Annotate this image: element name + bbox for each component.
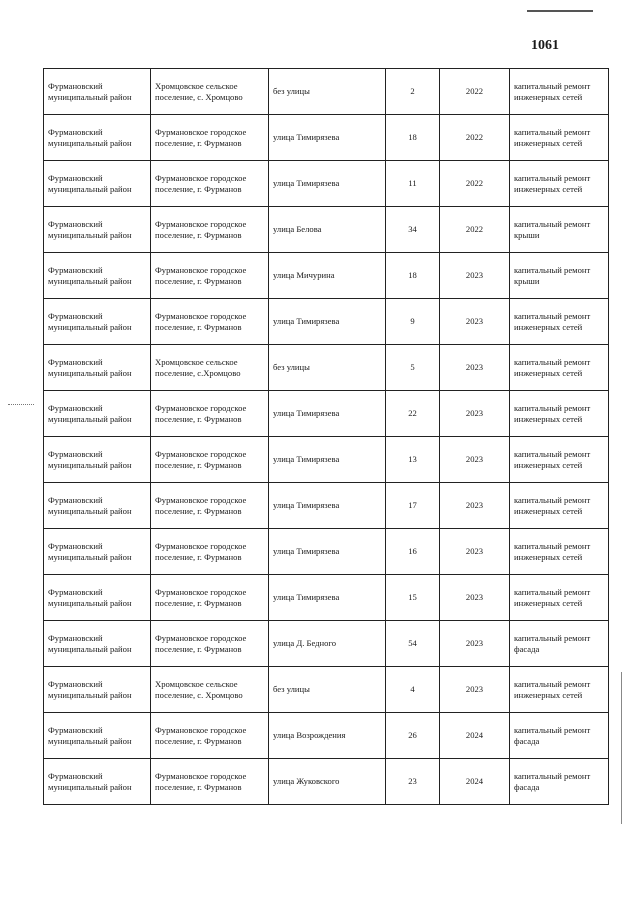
settlement-cell: Фурмановское городское поселение, г. Фурманов (151, 437, 269, 483)
work-type-cell: капитальный ремонт инженерных сетей (510, 483, 609, 529)
year-cell: 2024 (440, 759, 510, 805)
settlement-cell: Фурмановское городское поселение, г. Фурманов (151, 253, 269, 299)
table-row (44, 115, 609, 161)
district-cell: Фурмановский муниципальный район (44, 161, 151, 207)
work-type-cell: капитальный ремонт инженерных сетей (510, 345, 609, 391)
table-row (44, 69, 609, 115)
settlement-cell: Хромцовское сельское поселение, с.Хромцово (151, 345, 269, 391)
work-type-cell: капитальный ремонт инженерных сетей (510, 299, 609, 345)
year-cell: 2023 (440, 529, 510, 575)
table-row (44, 575, 609, 621)
house-number-cell: 18 (386, 115, 440, 161)
house-number-cell: 17 (386, 483, 440, 529)
house-number-cell: 2 (386, 69, 440, 115)
street-cell: улица Тимирязева (269, 529, 386, 575)
settlement-cell: Фурмановское городское поселение, г. Фурманов (151, 115, 269, 161)
table-row (44, 207, 609, 253)
settlement-cell: Хромцовское сельское поселение, с. Хромцово (151, 667, 269, 713)
table-row (44, 253, 609, 299)
house-number-cell: 9 (386, 299, 440, 345)
margin-mark (8, 404, 34, 405)
district-cell: Фурмановский муниципальный район (44, 115, 151, 161)
house-number-cell: 22 (386, 391, 440, 437)
table-row (44, 621, 609, 667)
district-cell: Фурмановский муниципальный район (44, 483, 151, 529)
district-cell: Фурмановский муниципальный район (44, 529, 151, 575)
house-number-cell: 11 (386, 161, 440, 207)
table-row (44, 299, 609, 345)
district-cell: Фурмановский муниципальный район (44, 575, 151, 621)
street-cell: улица Тимирязева (269, 575, 386, 621)
district-cell: Фурмановский муниципальный район (44, 345, 151, 391)
work-type-cell: капитальный ремонт инженерных сетей (510, 115, 609, 161)
work-type-cell: капитальный ремонт фасада (510, 621, 609, 667)
settlement-cell: Фурмановское городское поселение, г. Фурманов (151, 483, 269, 529)
street-cell: без улицы (269, 345, 386, 391)
work-type-cell: капитальный ремонт инженерных сетей (510, 69, 609, 115)
work-type-cell: капитальный ремонт инженерных сетей (510, 391, 609, 437)
settlement-cell: Фурмановское городское поселение, г. Фурманов (151, 759, 269, 805)
work-type-cell: капитальный ремонт крыши (510, 207, 609, 253)
street-cell: улица Тимирязева (269, 161, 386, 207)
street-cell: улица Возрождения (269, 713, 386, 759)
street-cell: улица Тимирязева (269, 115, 386, 161)
page-number: 1061 (531, 38, 559, 53)
house-number-cell: 13 (386, 437, 440, 483)
house-number-cell: 16 (386, 529, 440, 575)
year-cell: 2023 (440, 299, 510, 345)
year-cell: 2023 (440, 391, 510, 437)
settlement-cell: Фурмановское городское поселение, г. Фурманов (151, 713, 269, 759)
settlement-cell: Фурмановское городское поселение, г. Фурманов (151, 299, 269, 345)
year-cell: 2023 (440, 345, 510, 391)
settlement-cell: Фурмановское городское поселение, г. Фурманов (151, 207, 269, 253)
table-row (44, 667, 609, 713)
year-cell: 2023 (440, 621, 510, 667)
district-cell: Фурмановский муниципальный район (44, 253, 151, 299)
year-cell: 2023 (440, 667, 510, 713)
district-cell: Фурмановский муниципальный район (44, 391, 151, 437)
settlement-cell: Хромцовское сельское поселение, с. Хромцово (151, 69, 269, 115)
year-cell: 2022 (440, 161, 510, 207)
house-number-cell: 23 (386, 759, 440, 805)
street-cell: улица Жуковского (269, 759, 386, 805)
street-cell: улица Тимирязева (269, 299, 386, 345)
settlement-cell: Фурмановское городское поселение, г. Фурманов (151, 161, 269, 207)
street-cell: улица Белова (269, 207, 386, 253)
house-number-cell: 34 (386, 207, 440, 253)
table-row (44, 483, 609, 529)
house-number-cell: 5 (386, 345, 440, 391)
registry-table (43, 68, 609, 805)
work-type-cell: капитальный ремонт инженерных сетей (510, 667, 609, 713)
district-cell: Фурмановский муниципальный район (44, 207, 151, 253)
work-type-cell: капитальный ремонт крыши (510, 253, 609, 299)
street-cell: без улицы (269, 69, 386, 115)
street-cell: улица Тимирязева (269, 437, 386, 483)
table-row (44, 759, 609, 805)
year-cell: 2023 (440, 437, 510, 483)
year-cell: 2022 (440, 207, 510, 253)
work-type-cell: капитальный ремонт фасада (510, 759, 609, 805)
house-number-cell: 15 (386, 575, 440, 621)
top-rule (527, 10, 593, 12)
street-cell: улица Мичурина (269, 253, 386, 299)
district-cell: Фурмановский муниципальный район (44, 437, 151, 483)
table-row (44, 345, 609, 391)
work-type-cell: капитальный ремонт инженерных сетей (510, 161, 609, 207)
settlement-cell: Фурмановское городское поселение, г. Фурманов (151, 391, 269, 437)
district-cell: Фурмановский муниципальный район (44, 713, 151, 759)
work-type-cell: капитальный ремонт инженерных сетей (510, 575, 609, 621)
house-number-cell: 18 (386, 253, 440, 299)
work-type-cell: капитальный ремонт инженерных сетей (510, 437, 609, 483)
street-cell: улица Д. Бедного (269, 621, 386, 667)
registry-table-body (44, 69, 609, 805)
table-row (44, 161, 609, 207)
table-row (44, 529, 609, 575)
year-cell: 2023 (440, 253, 510, 299)
scan-edge-line (621, 672, 622, 824)
settlement-cell: Фурмановское городское поселение, г. Фурманов (151, 529, 269, 575)
street-cell: без улицы (269, 667, 386, 713)
district-cell: Фурмановский муниципальный район (44, 299, 151, 345)
work-type-cell: капитальный ремонт инженерных сетей (510, 529, 609, 575)
district-cell: Фурмановский муниципальный район (44, 69, 151, 115)
house-number-cell: 54 (386, 621, 440, 667)
house-number-cell: 26 (386, 713, 440, 759)
year-cell: 2023 (440, 483, 510, 529)
table-row (44, 437, 609, 483)
year-cell: 2022 (440, 115, 510, 161)
year-cell: 2022 (440, 69, 510, 115)
district-cell: Фурмановский муниципальный район (44, 759, 151, 805)
table-row (44, 713, 609, 759)
street-cell: улица Тимирязева (269, 391, 386, 437)
house-number-cell: 4 (386, 667, 440, 713)
settlement-cell: Фурмановское городское поселение, г. Фурманов (151, 575, 269, 621)
settlement-cell: Фурмановское городское поселение, г. Фурманов (151, 621, 269, 667)
work-type-cell: капитальный ремонт фасада (510, 713, 609, 759)
district-cell: Фурмановский муниципальный район (44, 621, 151, 667)
district-cell: Фурмановский муниципальный район (44, 667, 151, 713)
table-row (44, 391, 609, 437)
year-cell: 2023 (440, 575, 510, 621)
street-cell: улица Тимирязева (269, 483, 386, 529)
year-cell: 2024 (440, 713, 510, 759)
